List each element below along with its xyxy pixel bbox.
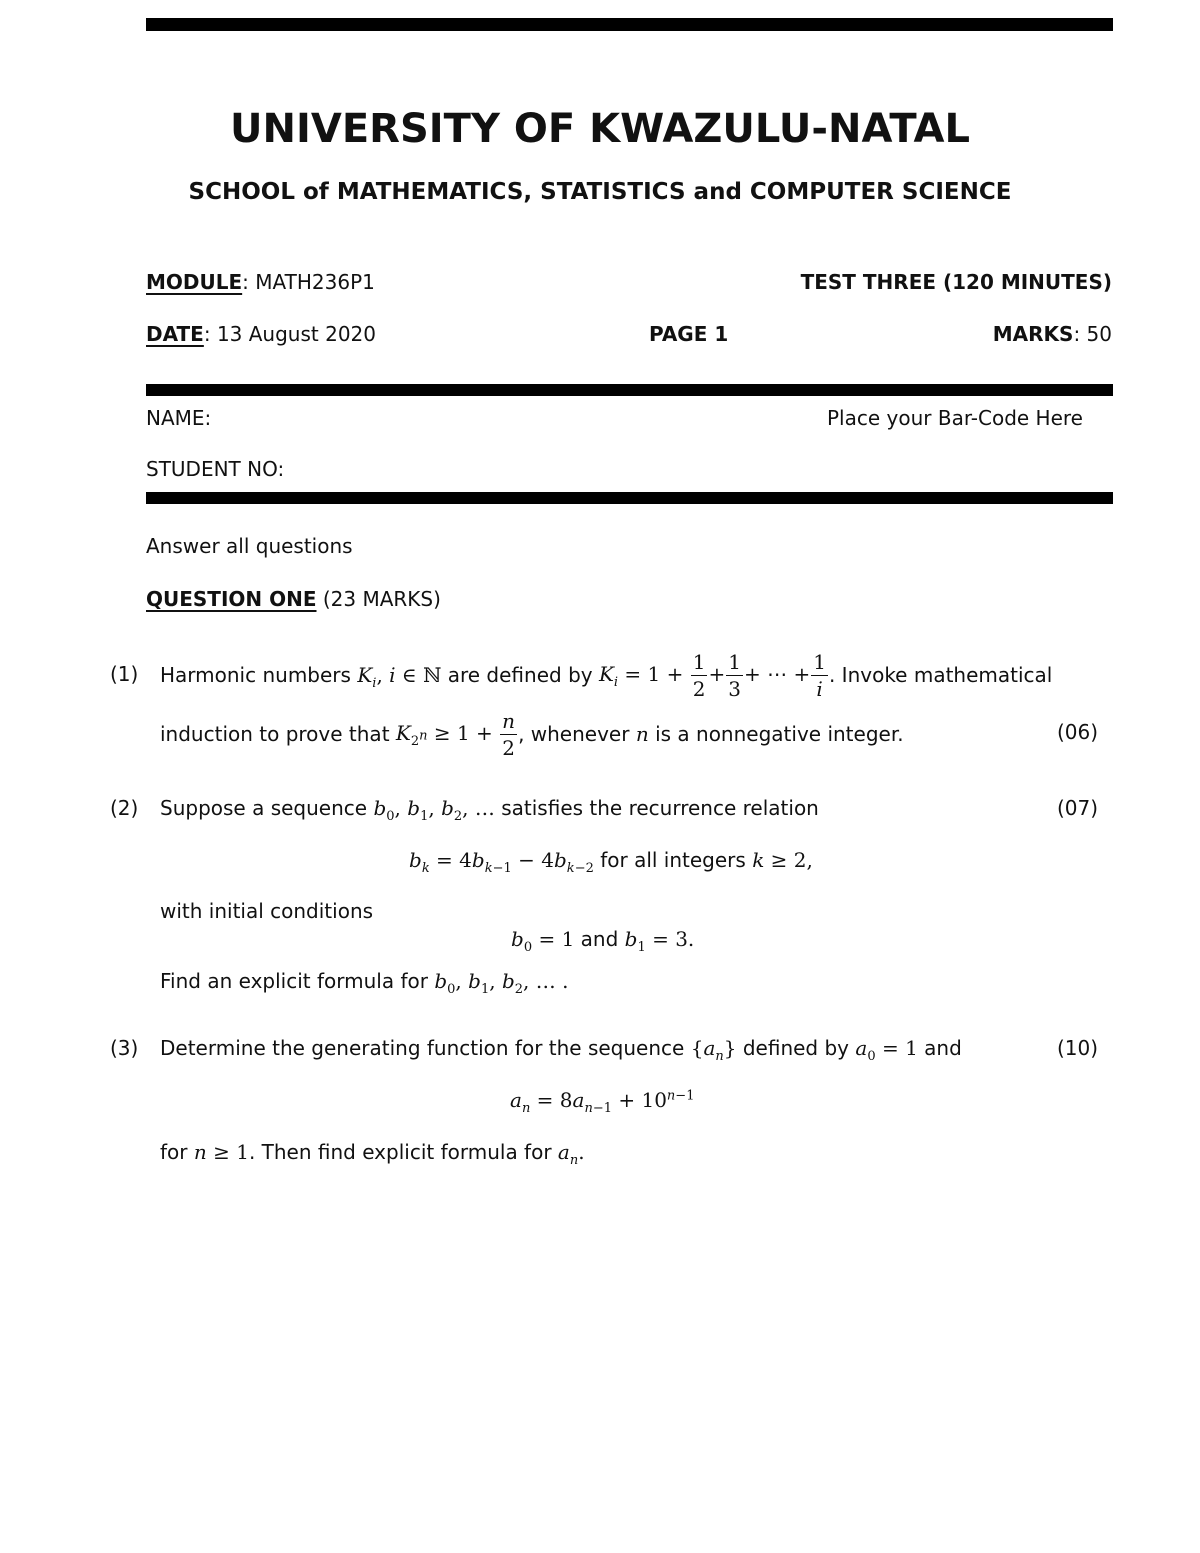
school-title: SCHOOL of MATHEMATICS, STATISTICS and COMPUTER SCIENCE: [188, 179, 1012, 205]
barcode-placeholder: Place your Bar-Code Here: [827, 406, 1083, 430]
q2-line2: with initial conditions: [160, 899, 374, 923]
module-value: : MATH236P1: [242, 270, 375, 294]
q3-line1: Determine the generating function for the sequence $\{a_n\}$ defined by $a_0 = 1$ and: [160, 1036, 962, 1064]
q1-line2: induction to prove that $K_{2^n} \ge 1$ + $\frac{n}{2}$ , whenever n is a nonnegative integer.: [160, 708, 904, 760]
marks-value: : 50: [1073, 322, 1112, 346]
q2-line3: Find an explicit formula for $b_0$, $b_1$, $b_2$, … .: [160, 969, 569, 997]
module-line: [146, 272, 375, 292]
test-title: TEST THREE (120 MINUTES): [800, 270, 1112, 294]
section-title: QUESTION ONE: [146, 587, 317, 611]
student-rule: [146, 492, 1113, 504]
university-title: UNIVERSITY OF KWAZULU-NATAL: [230, 106, 970, 152]
q2-line1: Suppose a sequence $b_0$, $b_1$, $b_2$, … satisfies the recurrence relation: [160, 796, 819, 824]
q1-harmonic-notation: $K_i$, i ∈ ℕ: [357, 663, 442, 691]
date-line: [146, 324, 376, 344]
section-marks: (23 MARKS): [322, 587, 441, 611]
date-value: : 13 August 2020: [203, 322, 376, 346]
q1-inequality: $K_{2^n} \ge 1$ + $\frac{n}{2}$: [395, 708, 516, 760]
q2-marks: (07): [1057, 796, 1099, 820]
q1-number: (1): [110, 662, 139, 686]
q1-harmonic-definition: $K_i = 1$ + $\frac{1}{2}$ + $\frac{1}{3}$ + ⋯ + $\frac{1}{i}$: [598, 649, 826, 701]
q3-marks: (10): [1057, 1036, 1099, 1060]
q2-number: (2): [110, 796, 139, 820]
q1-line1: Harmonic numbers $K_i$, i ∈ ℕ are defined by $K_i = 1$ + $\frac{1}{2}$ + $\frac{1}{3}$ + ⋯ + $\frac{1}{i}$ . Invoke mathematical: [160, 649, 1053, 701]
top-rule: [146, 18, 1113, 31]
q3-number: (3): [110, 1036, 139, 1060]
section-heading: [146, 589, 441, 609]
q3-recurrence-equation: $a_n = 8a_{n-1} + 10^{n-1}$: [510, 1088, 695, 1116]
student-no-label: STUDENT NO:: [146, 457, 285, 481]
q1-marks: (06): [1057, 720, 1099, 744]
instructions: Answer all questions: [146, 534, 353, 558]
q3-line2: for n ≥ 1. Then find explicit formula for $a_n$.: [160, 1140, 585, 1168]
q2-recurrence-equation: $b_k = 4b_{k-1} - 4b_{k-2}$ for all integers k ≥ 2,: [409, 848, 813, 876]
q1-var-n: n: [635, 722, 649, 746]
q2-sequence: $b_0$, $b_1$, $b_2$, …: [373, 796, 495, 824]
module-label: MODULE: [146, 270, 243, 294]
header-rule: [146, 384, 1113, 396]
name-label: NAME:: [146, 406, 212, 430]
page-number: PAGE 1: [649, 322, 729, 346]
q2-initial-conditions: $b_0 = 1$ and $b_1 = 3$.: [511, 927, 695, 955]
date-label: DATE: [146, 322, 204, 346]
marks-label: MARKS: [992, 322, 1074, 346]
marks-line: [993, 324, 1112, 344]
